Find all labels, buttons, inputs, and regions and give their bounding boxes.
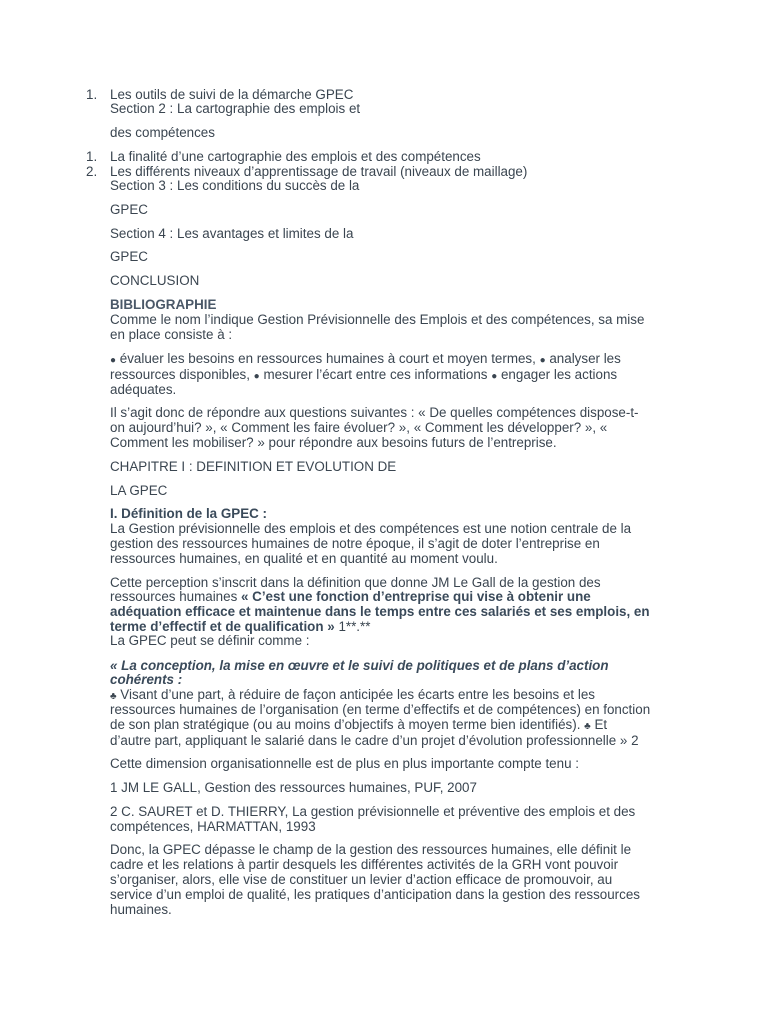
perception-text: ressources humaines xyxy=(110,589,241,604)
toc-section-2-line2: des compétences xyxy=(110,125,215,140)
bullet-line-2 xyxy=(110,367,617,384)
intro-line: Comme le nom l’indique Gestion Prévisionnelle des Emplois et des compétences, sa mise xyxy=(110,312,645,327)
dimension-line: Cette dimension organisationnelle est de plus en plus importante compte tenu : xyxy=(110,756,579,771)
bullet-text: analyser les xyxy=(549,351,621,366)
quote-bold: « C’est une fonction d’entreprise qui vise à obtenir une xyxy=(241,589,591,604)
bullet-text: évaluer les besoins en ressources humaines à court et moyen termes, xyxy=(119,351,536,366)
bullet-text: mesurer l’écart entre ces informations xyxy=(263,367,488,382)
perception-line-2 xyxy=(110,589,591,604)
conception-text: de son plan stratégique (ou au moins d’objectifs à moyen terme bien identifiés). xyxy=(110,717,581,732)
donc-line: service d’un emploi de qualité, les pratiques d’anticipation dans la gestion des ressources xyxy=(110,887,640,902)
chapter-title-line1: CHAPITRE I : DEFINITION ET EVOLUTION DE xyxy=(110,459,397,474)
donc-line: s’organiser, alors, elle vise de constituer un levier d’action efficace de promouvoir, au xyxy=(110,872,613,887)
definition-line: gestion des ressources humaines de notre époque, il s’agit de doter l’entreprise en xyxy=(110,536,600,551)
perception-line-4 xyxy=(110,619,370,634)
toc-section-4-line1: Section 4 : Les avantages et limites de la xyxy=(110,226,354,241)
questions-line: Il s’agit donc de répondre aux questions suivantes : « De quelles compétences dispose-t- xyxy=(110,405,639,420)
bullet-text: engager les actions xyxy=(500,367,618,382)
footnote-1: 1 JM LE GALL, Gestion des ressources humaines, PUF, 2007 xyxy=(110,780,477,795)
donc-line: Donc, la GPEC dépasse le champ de la gestion des ressources humaines, elle définit le xyxy=(110,842,632,857)
quote-bold: terme d’effectif et de qualification » xyxy=(110,619,335,634)
footnote-2: 2 C. SAURET et D. THIERRY, La gestion prévisionnelle et préventive des emplois et des xyxy=(110,804,636,819)
footnote-ref: 1**.** xyxy=(334,619,371,634)
bullet-text: ressources disponibles, xyxy=(110,367,250,382)
conception-text: ressources humaines de l’organisation (en terme d’effectifs et de compétences) en fonction xyxy=(110,702,651,717)
conception-text: Visant d’une part, à réduire de façon anticipée les écarts entre les besoins et les xyxy=(120,687,595,702)
toc-bibliographie: BIBLIOGRAPHIE xyxy=(110,297,217,312)
toc-item-finalite: La finalité d’une cartographie des emplois et des compétences xyxy=(110,149,481,164)
definition-line: ressources humaines, en qualité et en quantité au moment voulu. xyxy=(110,551,498,566)
club-icon: ♣ xyxy=(584,721,591,732)
toc-section-3-line2: GPEC xyxy=(110,202,148,217)
conception-line-5 xyxy=(110,717,607,734)
bullet-icon: ● xyxy=(253,371,260,382)
footnote-2: compétences, HARMATTAN, 1993 xyxy=(110,819,316,834)
bullet-icon: ● xyxy=(539,355,546,366)
definition-line: La Gestion prévisionnelle des emplois et des compétences est une notion centrale de la xyxy=(110,521,632,536)
questions-line: Comment les mobiliser? » pour répondre aux besoins futurs de l’entreprise. xyxy=(110,435,557,450)
chapter-title-line2: LA GPEC xyxy=(110,483,168,498)
intro-line: en place consiste à : xyxy=(110,327,233,342)
toc-item-number: 1. xyxy=(86,87,98,102)
bullet-text: adéquates. xyxy=(110,382,177,397)
donc-line: humaines. xyxy=(110,902,172,917)
toc-section-2-line1: Section 2 : La cartographie des emplois et xyxy=(110,101,361,116)
club-icon: ♣ xyxy=(110,691,117,702)
bullet-line-1 xyxy=(110,351,621,368)
conception-quote: cohérents : xyxy=(110,672,183,687)
bullet-icon: ● xyxy=(491,371,498,382)
conception-text: Et xyxy=(594,717,608,732)
toc-item-outils: Les outils de suivi de la démarche GPEC xyxy=(110,87,354,102)
toc-item-number: 1. xyxy=(86,149,98,164)
bullet-icon: ● xyxy=(110,355,117,366)
quote-bold: adéquation efficace et maintenue dans le temps entre ces salariés et ses emplois, en xyxy=(110,604,650,619)
perception-line: La GPEC peut se définir comme : xyxy=(110,633,310,648)
toc-item-number: 2. xyxy=(86,164,98,179)
toc-conclusion: CONCLUSION xyxy=(110,273,200,288)
toc-section-3-line1: Section 3 : Les conditions du succès de la xyxy=(110,178,360,193)
conception-text: d’autre part, appliquant le salarié dans le cadre d’un projet d’évolution professionnelle » 2 xyxy=(110,733,639,748)
questions-line: on aujourd’hui? », « Comment les faire évoluer? », « Comment les développer? », « xyxy=(110,420,608,435)
toc-item-niveaux: Les différents niveaux d’apprentissage de travail (niveaux de maillage) xyxy=(110,164,528,179)
donc-line: cadre et les relations à partir desquels les différentes activités de la GRH vont pouvoir xyxy=(110,857,619,872)
definition-heading: I. Définition de la GPEC : xyxy=(110,506,267,521)
toc-section-4-line2: GPEC xyxy=(110,249,148,264)
conception-quote: « La conception, la mise en œuvre et le suivi de politiques et de plans d’action xyxy=(110,658,609,673)
perception-line: Cette perception s’inscrit dans la définition que donne JM Le Gall de la gestion des xyxy=(110,575,601,590)
